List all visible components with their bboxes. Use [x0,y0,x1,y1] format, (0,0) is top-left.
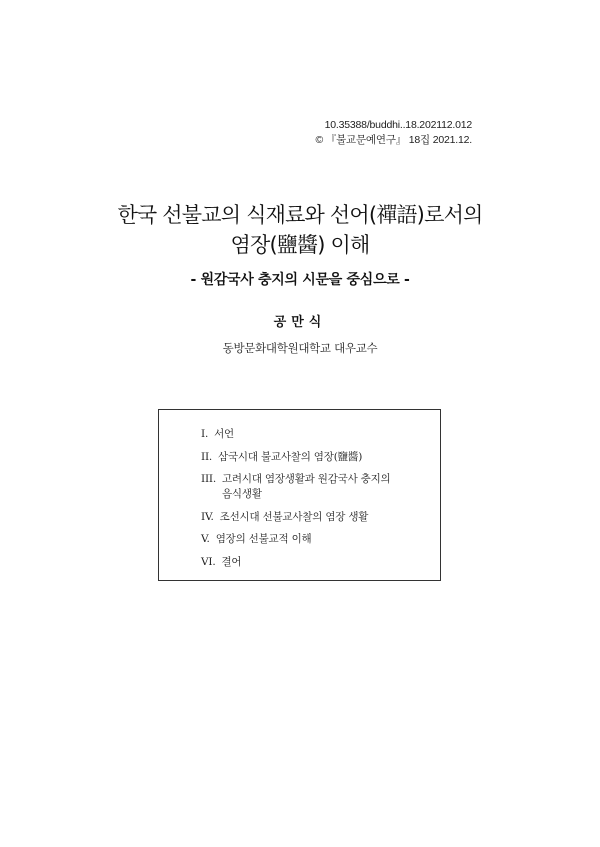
table-of-contents [158,409,441,581]
toc-item [201,555,428,570]
toc-item [201,450,428,465]
article-subtitle: - 원감국사 충지의 시문을 중심으로 - [190,272,410,288]
article-title [0,200,600,260]
toc-item-number: VI. [201,555,216,568]
title-line-1: 한국 선불교의 식재료와 선어(禪語)로서의 [117,203,483,227]
toc-item-label: 조선시대 선불교사찰의 염장 생활 [219,510,369,523]
toc-item [201,510,428,525]
doi-text: 10.35388/buddhi..18.202112.012 [324,119,472,131]
toc-item-number: II. [201,450,213,463]
toc-item [201,472,428,502]
author-name: 공만식 [273,315,327,330]
toc-item-label: 염장의 선불교적 이해 [215,533,312,545]
toc-item [201,532,428,547]
toc-item-number: III. [201,473,216,485]
title-line-2: 염장(鹽醬) 이해 [230,233,370,257]
author-affiliation: 동방문화대학원대학교 대우교수 [222,341,378,355]
toc-item-number: I. [201,428,209,440]
toc-item-number: V. [201,533,210,545]
toc-item-label: 결어 [221,555,242,568]
toc-item-label: 서언 [214,428,234,440]
toc-item-number: IV. [201,510,214,523]
publication-meta [316,118,472,148]
toc-item-label: 고려시대 염장생활과 원감국사 충지의 음식생활 [221,473,391,500]
citation-text: © 『불교문예연구』 18집 2021.12. [315,134,472,146]
toc-item-label: 삼국시대 불교사찰의 염장(鹽醬) [218,450,363,463]
toc-item [201,427,428,442]
